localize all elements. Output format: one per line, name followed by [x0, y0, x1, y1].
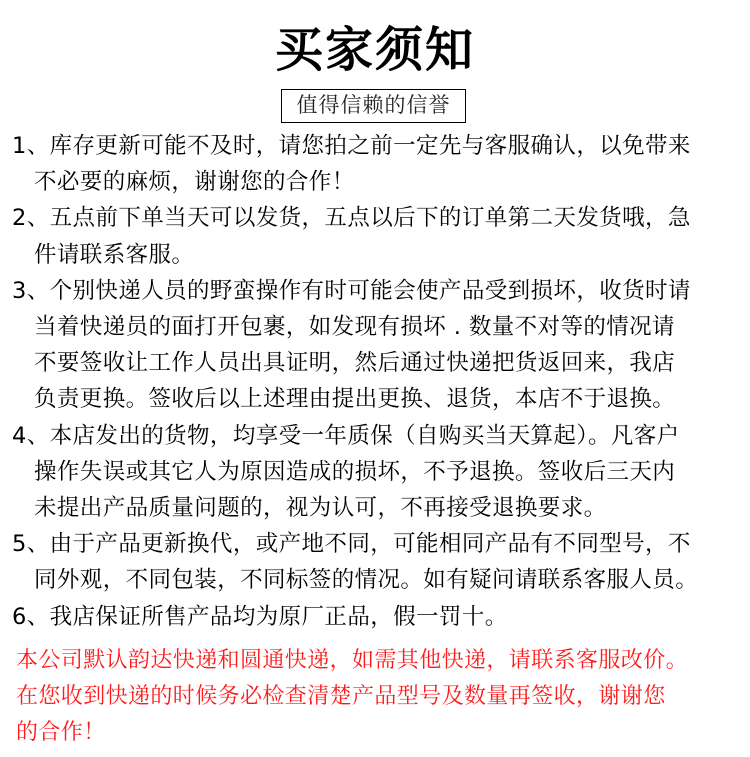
page-title: 买家须知: [274, 22, 475, 78]
shipping-notice-line: 的合作！: [16, 720, 106, 745]
note-item-4: [12, 418, 742, 527]
buyer-notes-list: [12, 128, 742, 635]
shipping-notice-line: 本公司默认韵达快递和圆通快递，如需其他快递，请联系客服改价。: [16, 648, 689, 673]
note-line: 未提出产品质量问题的，视为认可，不再接受退换要求。: [34, 495, 607, 522]
note-item-2: [12, 200, 742, 272]
note-line: 不要签收让工作人员出具证明，然后通过快递把货返回来，我店: [34, 350, 676, 377]
note-line: 3、个别快递人员的野蛮操作有时可能会使产品受到损坏，收货时请: [12, 277, 691, 304]
note-item-3: [12, 273, 742, 418]
shipping-notice-line: 在您收到快递的时候务必检查清楚产品型号及数量再签收，谢谢您: [16, 684, 666, 709]
note-line: 操作失误或其它人为原因造成的损坏，不予退换。签收后三天内: [34, 458, 676, 485]
note-line: 负责更换。签收后以上述理由提出更换、退货，本店不于退换。: [34, 386, 676, 413]
note-line: 当着快递员的面打开包裹，如发现有损坏 . 数量不对等的情况请: [34, 314, 675, 341]
note-line: 4、本店发出的货物，均享受一年质保（自购买当天算起）。凡客户: [12, 422, 680, 449]
subtitle-badge: 值得信赖的信誉: [281, 89, 466, 123]
note-item-6: [12, 599, 742, 635]
note-line: 1、库存更新可能不及时，请您拍之前一定先与客服确认，以免带来: [12, 133, 691, 159]
shipping-notice: [16, 643, 746, 751]
note-item-5: [12, 526, 742, 598]
note-line: 件请联系客服。: [34, 241, 195, 268]
note-line: 不必要的麻烦，谢谢您的合作！: [34, 169, 355, 196]
note-line: 2、五点前下单当天可以发货，五点以后下的订单第二天发货哦，急: [12, 205, 691, 232]
note-line: 同外观，不同包装，不同标签的情况。如有疑问请联系客服人员。: [34, 567, 699, 594]
note-line: 5、由于产品更新换代，或产地不同，可能相同产品有不同型号，不: [12, 531, 691, 558]
note-item-1: [12, 128, 742, 200]
note-line: 6、我店保证所售产品均为原厂正品，假一罚十。: [12, 603, 508, 630]
